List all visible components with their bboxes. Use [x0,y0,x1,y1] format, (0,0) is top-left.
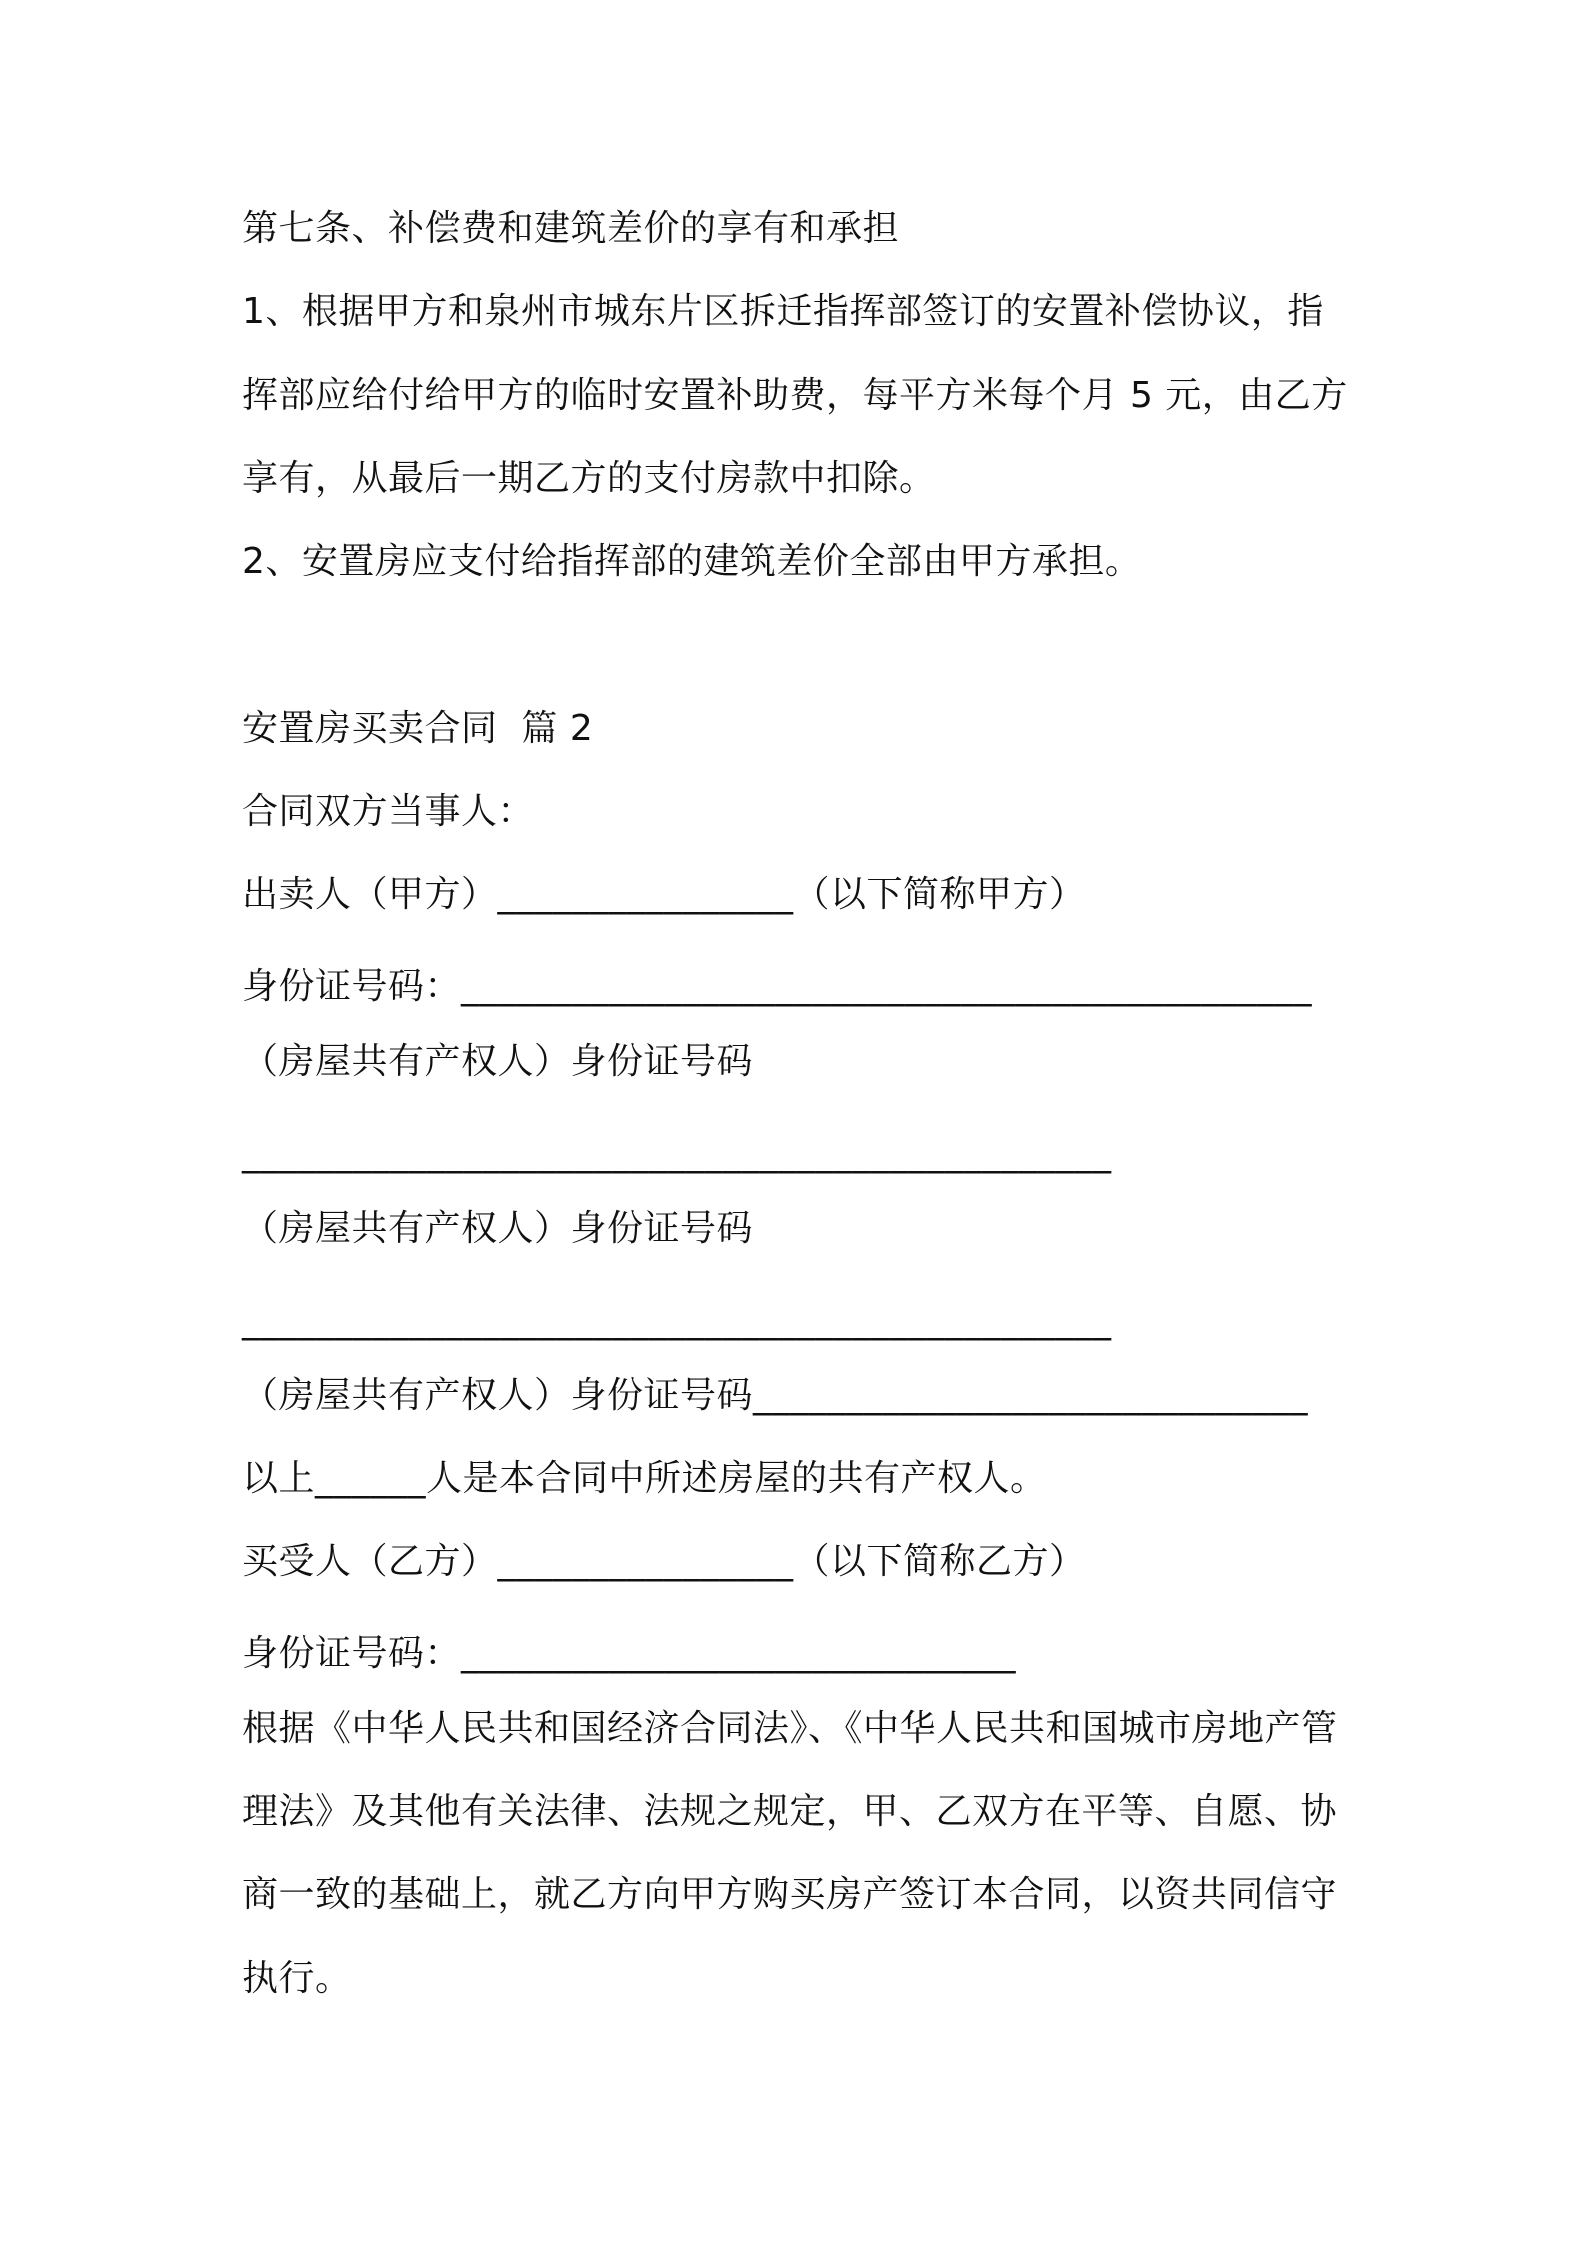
paragraph-line: 理法》及其他有关法律、法规之规定，甲、乙双方在平等、自愿、协 [242,1791,1338,1832]
paragraph-line: 享有，从最后一期乙方的支付房款中扣除。 [242,458,936,499]
co-owner-id-blank: _______________________________________________ [242,1133,1112,1174]
co-owner-id-label: （房屋共有产权人）身份证号码 [242,1208,754,1249]
article-7-title: 第七条、补偿费和建筑差价的享有和承担 [242,208,900,249]
parties-heading: 合同双方当事人： [242,791,535,832]
co-owner-id-label: （房屋共有产权人）身份证号码 [242,1041,754,1082]
contract-section-title: 安置房买卖合同 篇 2 [242,708,594,749]
seller-field: 出卖人（甲方）________________（以下简称甲方） [242,874,1086,915]
paragraph-line: 商一致的基础上，就乙方向甲方购买房产签订本合同，以资共同信守 [242,1874,1338,1915]
co-owner-count-field: 以上______人是本合同中所述房屋的共有产权人。 [242,1458,1047,1499]
buyer-id-field: 身份证号码：______________________________ [242,1633,1017,1674]
paragraph-line: 执行。 [242,1958,352,1999]
buyer-field: 买受人（乙方）________________（以下简称乙方） [242,1541,1086,1582]
co-owner-id-blank: _______________________________________________ [242,1300,1112,1341]
paragraph-line: 挥部应给付给甲方的临时安置补助费，每平方米每个月 5 元，由乙方 [242,375,1348,416]
seller-id-field: 身份证号码：______________________________________________ [242,966,1313,1007]
paragraph-line: 根据《中华人民共和国经济合同法》、《中华人民共和国城市房地产管 [242,1708,1338,1749]
co-owner-id-field: （房屋共有产权人）身份证号码______________________________ [242,1375,1309,1416]
paragraph-line: 1、根据甲方和泉州市城东片区拆迁指挥部签订的安置补偿协议，指 [242,291,1324,332]
paragraph-line: 2、安置房应支付给指挥部的建筑差价全部由甲方承担。 [242,541,1142,582]
